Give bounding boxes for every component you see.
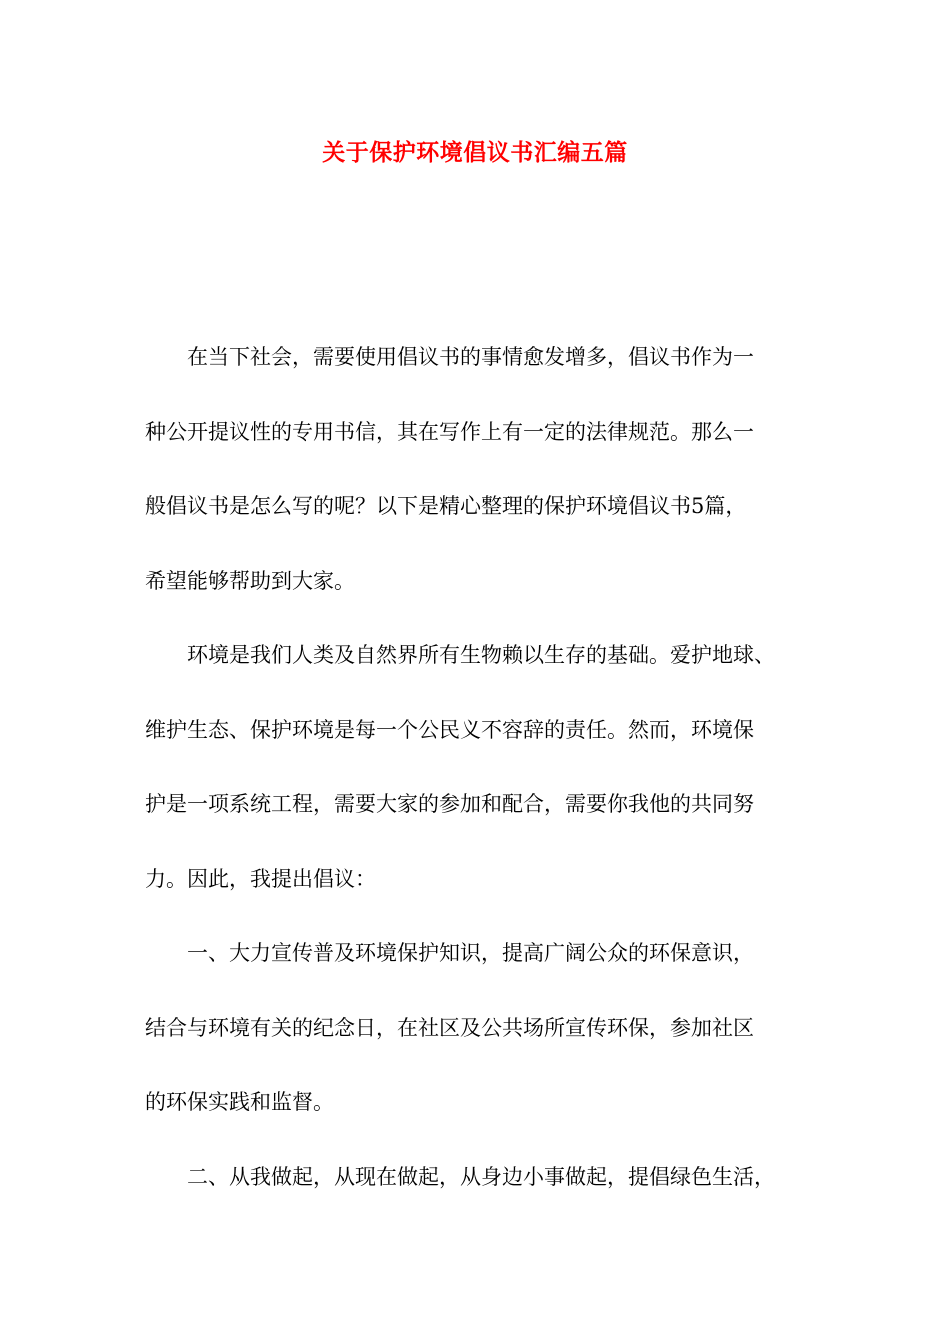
paragraph-line: 希望能够帮助到大家。 bbox=[145, 568, 355, 593]
paragraph-intro bbox=[145, 320, 815, 618]
paragraph-environment bbox=[145, 618, 815, 916]
paragraph-line: 二、从我做起，从现在做起，从身边小事做起，提倡绿色生活， bbox=[187, 1164, 775, 1189]
paragraph-line: 环境是我们人类及自然界所有生物赖以生存的基础。爱护地球、 bbox=[187, 643, 775, 667]
document-title: 关于保护环境倡议书汇编五篇 bbox=[322, 139, 628, 166]
paragraph-line: 维护生态、保护环境是每一个公民义不容辞的责任。然而，环境保 bbox=[145, 717, 754, 742]
paragraph-line: 一、大力宣传普及环境保护知识，提高广阔公众的环保意识， bbox=[187, 941, 754, 965]
paragraph-proposal-one bbox=[145, 916, 815, 1140]
paragraph-line: 种公开提议性的专用书信，其在写作上有一定的法律规范。那么一 bbox=[145, 419, 754, 444]
paragraph-line: 力。因此，我提出倡议： bbox=[145, 866, 376, 891]
paragraph-line: 般倡议书是怎么写的呢？以下是精心整理的保护环境倡议书5篇， bbox=[145, 494, 747, 518]
paragraph-line: 护是一项系统工程，需要大家的参加和配合，需要你我他的共同努 bbox=[145, 792, 754, 816]
paragraph-proposal-two bbox=[145, 1140, 815, 1215]
paragraph-line: 结合与环境有关的纪念日，在社区及公共场所宣传环保，参加社区 bbox=[145, 1015, 754, 1040]
paragraph-line: 在当下社会，需要使用倡议书的事情愈发增多，倡议书作为一 bbox=[187, 345, 754, 369]
paragraph-line: 的环保实践和监督。 bbox=[145, 1090, 334, 1114]
document-body bbox=[145, 320, 815, 1214]
